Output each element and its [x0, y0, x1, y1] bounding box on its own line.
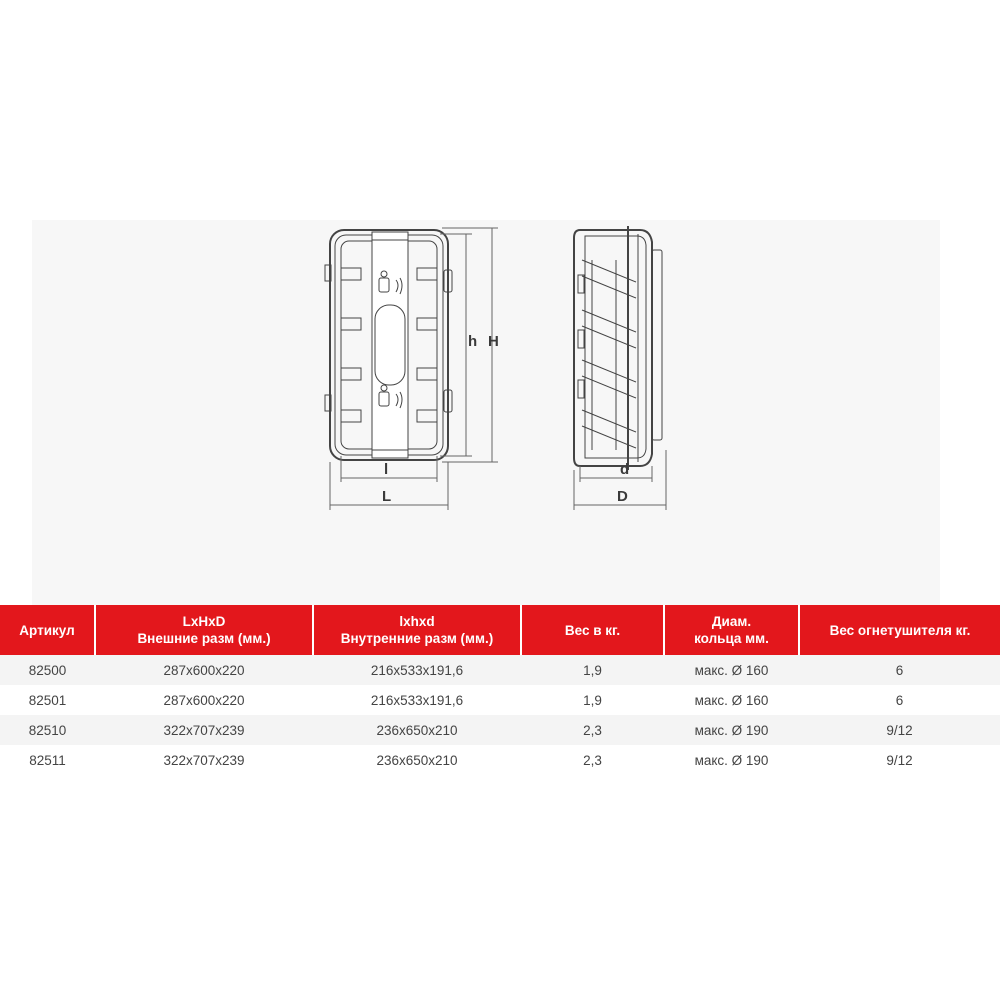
cell-weight: 1,9: [521, 655, 664, 685]
header-extinguisher-weight: Вес огнетушителя кг.: [799, 605, 1000, 655]
cell-inner-dimensions: 236x650x210: [313, 715, 521, 745]
table-row: [0, 745, 1000, 775]
front-view-cabinet: [325, 230, 452, 460]
cell-article: 82510: [0, 715, 95, 745]
cell-extinguisher-weight: 9/12: [799, 745, 1000, 775]
side-view-cabinet: [574, 226, 662, 470]
cell-outer-dimensions: 322x707x239: [95, 715, 313, 745]
table-row: [0, 655, 1000, 685]
table-row: [0, 685, 1000, 715]
cell-extinguisher-weight: 6: [799, 685, 1000, 715]
technical-drawing-panel: [32, 220, 940, 605]
header-outer-dimensions: LxHxD Внешние разм (мм.): [95, 605, 313, 655]
dim-label-inner-length: l: [384, 461, 389, 478]
cell-extinguisher-weight: 6: [799, 655, 1000, 685]
cell-weight: 2,3: [521, 715, 664, 745]
cell-weight: 1,9: [521, 685, 664, 715]
cell-inner-dimensions: 236x650x210: [313, 745, 521, 775]
dim-label-outer-depth: D: [617, 488, 628, 505]
cell-inner-dimensions: 216x533x191,6: [313, 685, 521, 715]
cell-article: 82501: [0, 685, 95, 715]
header-inner-dimensions: lxhxd Внутренние разм (мм.): [313, 605, 521, 655]
technical-drawing: [32, 220, 940, 605]
cell-outer-dimensions: 287x600x220: [95, 655, 313, 685]
dim-label-inner-height: h: [468, 333, 478, 350]
header-weight: Вес в кг.: [521, 605, 664, 655]
front-view-dimensions: [330, 228, 498, 510]
dim-label-outer-length: L: [382, 488, 392, 505]
cell-ring-diameter: макс. Ø 190: [664, 715, 799, 745]
cell-weight: 2,3: [521, 745, 664, 775]
header-article: Артикул: [0, 605, 95, 655]
cell-outer-dimensions: 287x600x220: [95, 685, 313, 715]
table-header-row: [0, 605, 1000, 655]
cell-article: 82500: [0, 655, 95, 685]
cell-ring-diameter: макс. Ø 160: [664, 655, 799, 685]
dim-label-outer-height: H: [488, 333, 499, 350]
cell-extinguisher-weight: 9/12: [799, 715, 1000, 745]
cell-article: 82511: [0, 745, 95, 775]
dim-label-inner-depth: d: [620, 461, 630, 478]
cell-inner-dimensions: 216x533x191,6: [313, 655, 521, 685]
header-ring-diameter: Диам. кольца мм.: [664, 605, 799, 655]
cell-outer-dimensions: 322x707x239: [95, 745, 313, 775]
cell-ring-diameter: макс. Ø 190: [664, 745, 799, 775]
cell-ring-diameter: макс. Ø 160: [664, 685, 799, 715]
table-row: [0, 715, 1000, 745]
specifications-table: [0, 605, 1000, 775]
